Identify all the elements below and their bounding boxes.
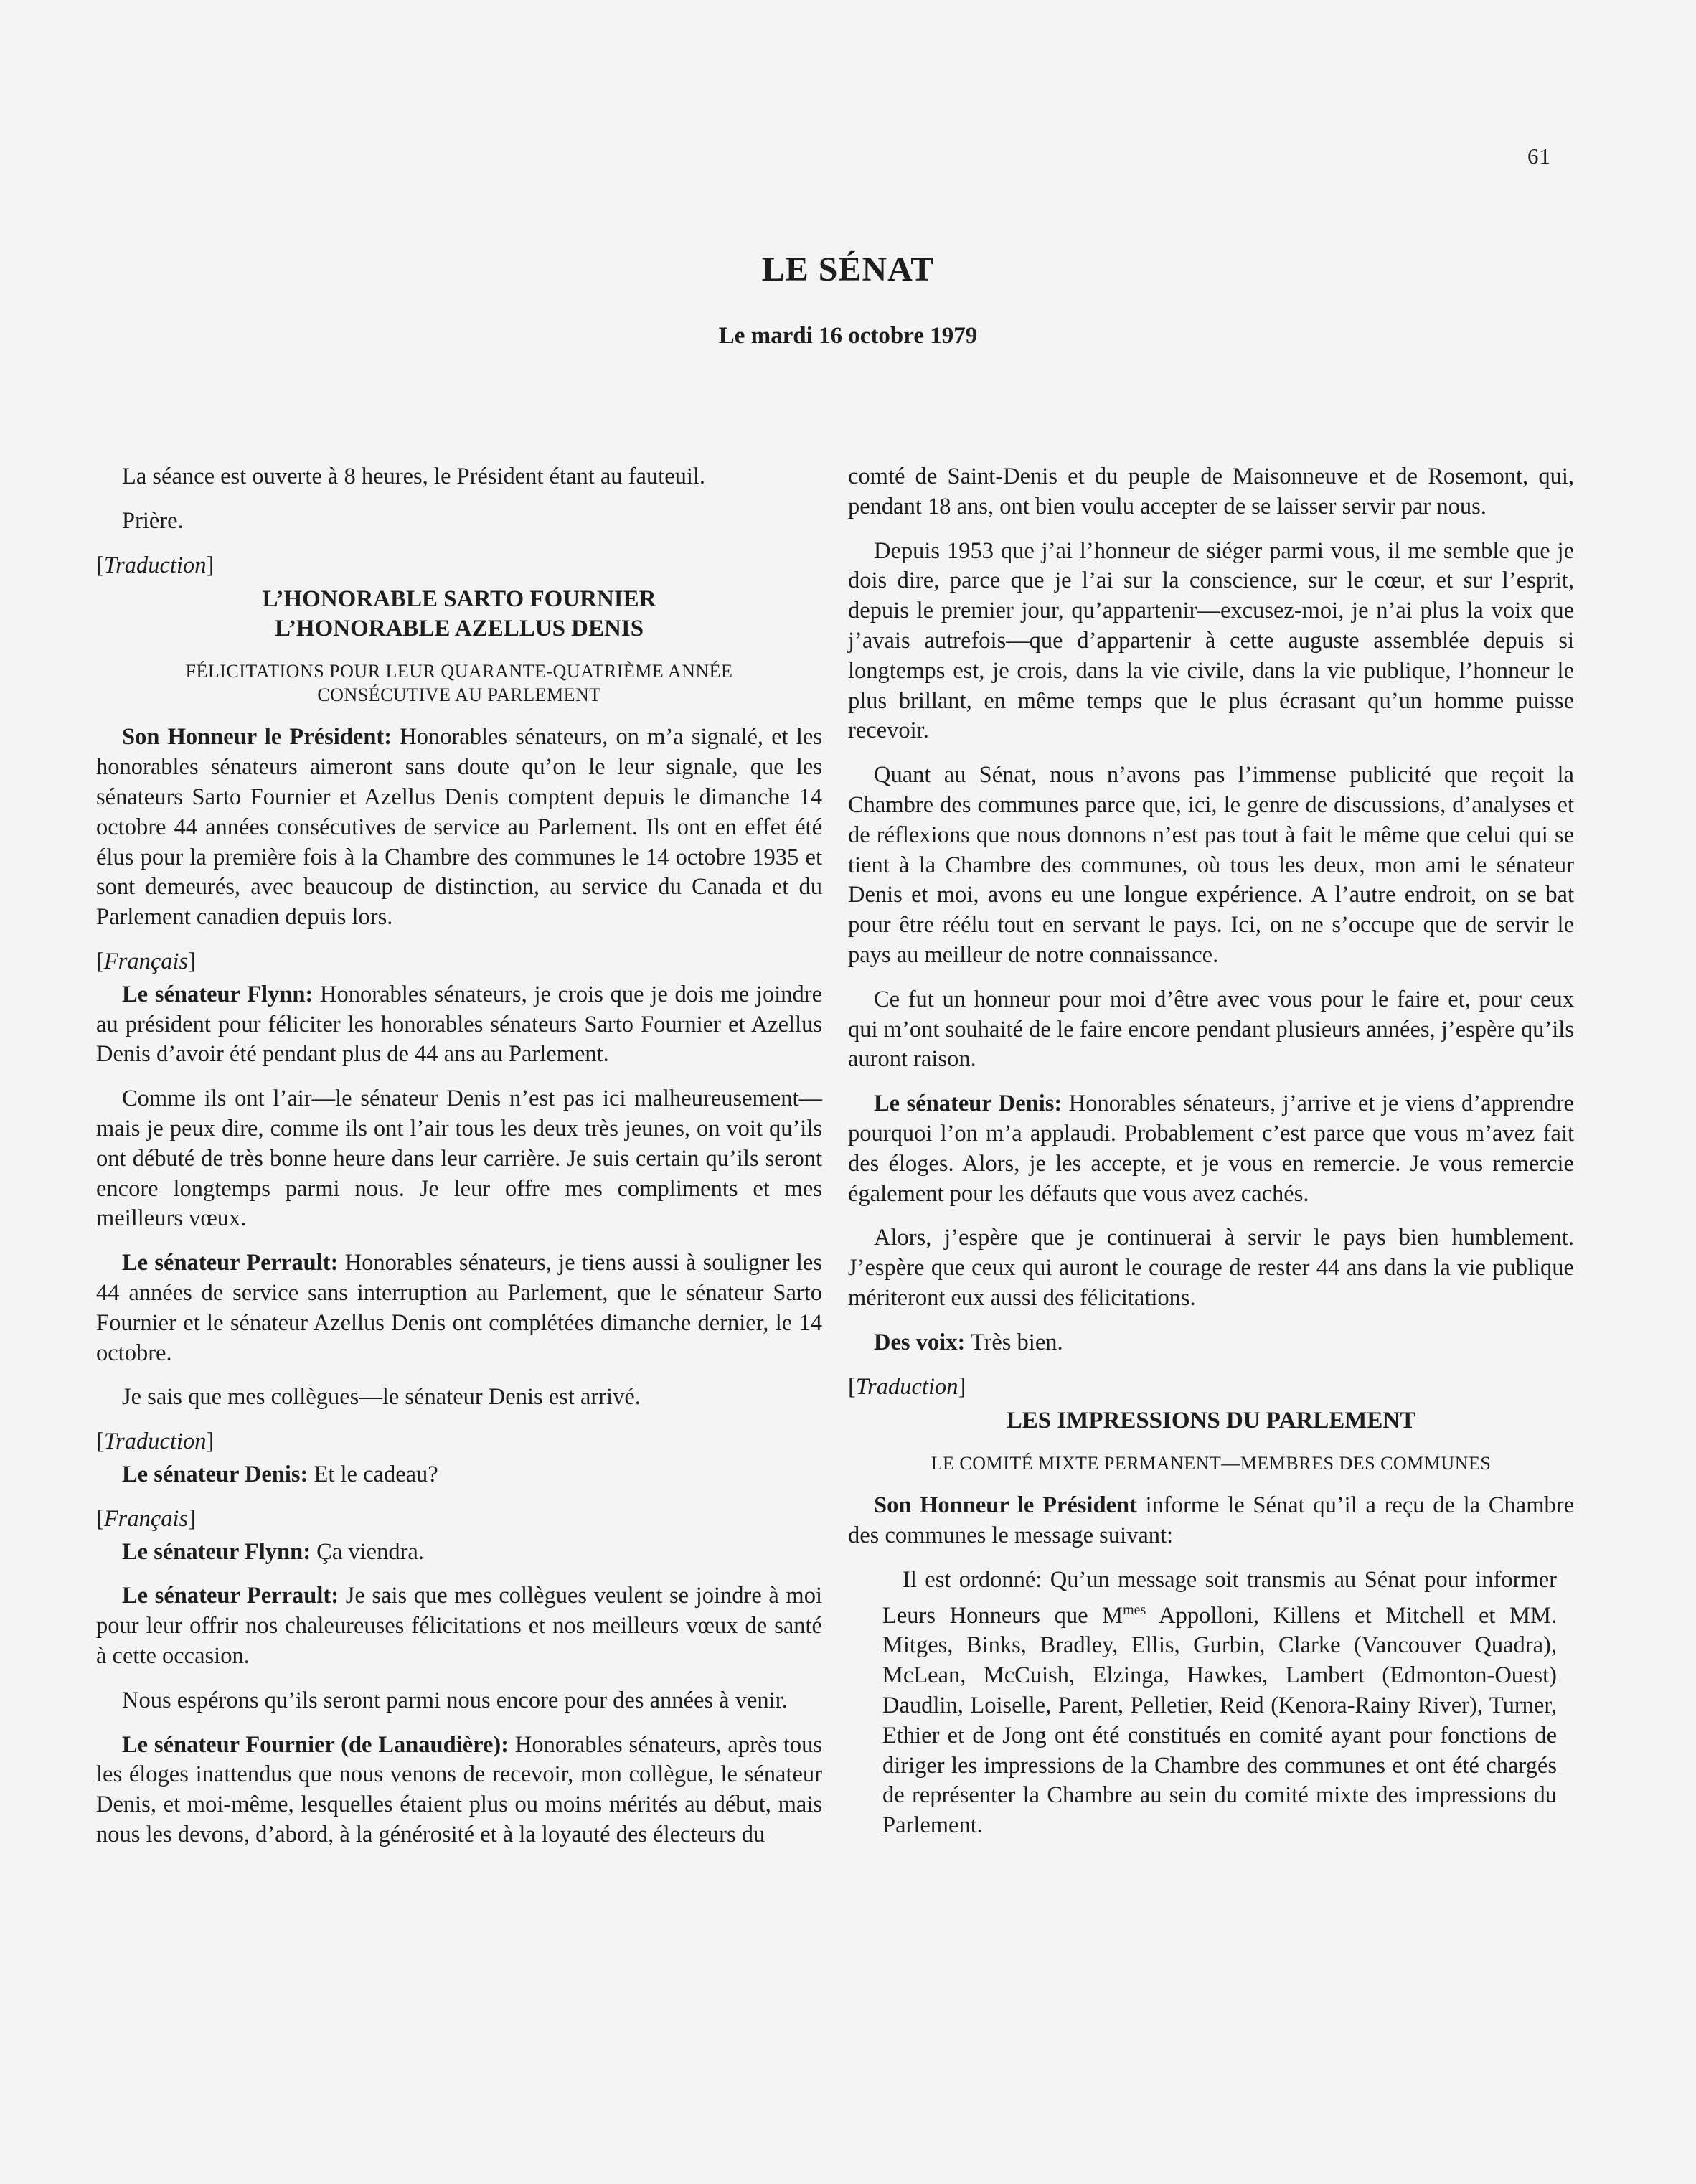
paragraph: La séance est ouverte à 8 heures, le Président étant au fauteuil. [122, 463, 706, 489]
paragraph: Nous espérons qu’ils seront parmi nous encore pour des années à venir. [122, 1687, 788, 1713]
speech: Son Honneur le Président: Honorables sénateurs, on m’a signalé, et les honorables sénateurs aimeront sans doute qu’on le leur signale, que les sénateurs Sarto Fournier et Azellus Denis comptent depuis le dimanche 14 octobre 44 années consécutives de service au Parlement. Ils ont en effet été élus pour la première fois à la Chambre des communes le 14 octobre 1935 et sont demeurés, avec beaucoup de distinction, au service du Canada et du Parlement canadien depuis lors. [96, 724, 822, 931]
language-tag: [Traduction] [96, 552, 215, 578]
paragraph: Comme ils ont l’air—le sénateur Denis n’est pas ici malheureusement—mais je peux dire, comme ils ont l’air tous les deux très jeunes, on voit qu’ils ont débuté de très bonne heure dans leur carrière. Je suis certain qu’ils seront encore longtemps parmi nous. Je leur offre mes compliments et mes meilleurs vœux. [96, 1086, 822, 1232]
paragraph: Prière. [122, 507, 184, 534]
speaker-name: Le sénateur Perrault: [122, 1250, 339, 1276]
section-subheading: LE COMITÉ MIXTE PERMANENT—MEMBRES DES COMMUNES [931, 1453, 1492, 1474]
speech: Le sénateur Flynn: Ça viendra. [122, 1538, 424, 1565]
speaker-name: Le sénateur Fournier (de Lanaudière): [122, 1731, 509, 1758]
left-column [96, 462, 822, 1865]
sitting-date: Le mardi 16 octobre 1979 [718, 323, 978, 349]
speaker-name: Des voix: [874, 1329, 966, 1355]
right-column [848, 462, 1574, 1841]
speaker-name: Le sénateur Denis: [874, 1091, 1063, 1117]
section-subheading: FÉLICITATIONS POUR LEUR QUARANTE-QUATRIÈME ANNÉE CONSÉCUTIVE AU PARLEMENT [185, 661, 733, 706]
section-heading: LES IMPRESSIONS DU PARLEMENT [1006, 1408, 1416, 1434]
paragraph: Je sais que mes collègues—le sénateur Denis est arrivé. [122, 1384, 641, 1411]
paragraph: comté de Saint-Denis et du peuple de Maisonneuve et de Rosemont, qui, pendant 18 ans, ont bien voulu accepter de se laisser servir par nous. [848, 463, 1574, 519]
speech: Le sénateur Fournier (de Lanaudière): Honorables sénateurs, après tous les éloges inattendus que nous venons de recevoir, mon collègue, le sénateur Denis, et moi-même, lesquelles étaient plus ou moins mérités au début, mais nous les devons, d’abord, à la générosité et à la loyauté des électeurs du [96, 1731, 822, 1848]
speech: Le sénateur Flynn: Honorables sénateurs, je crois que je dois me joindre au président pour féliciter les honorables sénateurs Sarto Fournier et Azellus Denis d’avoir été pendant plus de 44 ans au Parlement. [96, 981, 822, 1068]
speech: Le sénateur Denis: Honorables sénateurs, j’arrive et je viens d’apprendre pourquoi l’on m’a applaudi. Probablement c’est parce que vous m’avez fait des éloges. Alors, je les accepte, et je vous en remercie. Je vous remercie également pour les défauts que vous avez cachés. [848, 1091, 1574, 1207]
speech: Le sénateur Perrault: Honorables sénateurs, je tiens aussi à souligner les 44 années de service sans interruption au Parlement, que le sénateur Sarto Fournier et le sénateur Azellus Denis ont complétées dimanche dernier, le 14 octobre. [96, 1250, 823, 1366]
page-title: LE SÉNAT [761, 250, 935, 288]
paragraph: Quant au Sénat, nous n’avons pas l’immense publicité que reçoit la Chambre des communes parce que, ici, le genre de discussions, d’analyses et de réflexions que nous donnons n’est pas tout à fait le même que celui qui se tient à la Chambre des communes, où tous les deux, mon ami le sénateur Denis et moi, avons eu une longue expérience. A l’autre endroit, on se bat pour être réélu tout en servant le pays. Ici, on ne s’occupe que de servir le pays au meilleur de notre connaissance. [848, 762, 1574, 968]
speaker-name: Le sénateur Perrault: [122, 1583, 339, 1609]
language-tag: [Traduction] [96, 1428, 215, 1455]
speech: Des voix: Très bien. [874, 1329, 1063, 1355]
language-tag: [Traduction] [848, 1373, 966, 1400]
speaker-name: Le sénateur Flynn: [122, 981, 314, 1007]
speaker-name: Le sénateur Flynn: [122, 1538, 311, 1565]
page-number: 61 [1527, 143, 1551, 169]
paragraph: Depuis 1953 que j’ai l’honneur de siéger parmi vous, il me semble que je dois dire, parce que je l’ai sur la conscience, sur le cœur, et sur l’esprit, depuis le premier jour, qu’appartenir—excusez-moi, je n’ai plus la voix que j’avais autrefois—que d’appartenir à cette auguste assemblée depuis si longtemps est, je crois, dans la vie civile, dans la vie publique, l’honneur le plus brillant, en même temps que le plus écrasant qu’un homme puisse recevoir. [848, 537, 1574, 744]
paragraph: Alors, j’espère que je continuerai à servir le pays bien humblement. J’espère que ceux qui auront le courage de rester 44 ans dans la vie publique mériteront eux aussi des félicitations. [848, 1225, 1574, 1311]
paragraph: Ce fut un honneur pour moi d’être avec vous pour le faire et, pour ceux qui m’ont souhaité de le faire encore pendant plusieurs années, j’espère qu’ils auront raison. [848, 986, 1574, 1073]
speaker-name: Le sénateur Denis: [122, 1461, 308, 1487]
language-tag: [Français] [96, 948, 197, 974]
speech: Son Honneur le Président informe le Sénat qu’il a reçu de la Chambre des communes le message suivant: [848, 1492, 1574, 1549]
section-heading: L’HONORABLE SARTO FOURNIER L’HONORABLE AZELLUS DENIS [262, 586, 656, 642]
language-tag: [Français] [96, 1505, 197, 1532]
speech: Le sénateur Denis: Et le cadeau? [122, 1461, 438, 1487]
speech: Le sénateur Perrault: Je sais que mes collègues veulent se joindre à moi pour leur offrir nos chaleureuses félicitations et nos meilleurs vœux de santé à cette occasion. [96, 1583, 822, 1669]
speaker-name: Son Honneur le Président [874, 1492, 1137, 1519]
speaker-name: Son Honneur le Président: [122, 724, 392, 750]
quoted-message: Il est ordonné: Qu’un message soit transmis au Sénat pour informer Leurs Honneurs que $M^{mes}$ Appolloni, Killens et Mitchell et MM. Mitges, Binks, Bradley, Ellis, Gurbin, Clarke (Vancouver Quadra), McLean, McCuish, Elzinga, Hawkes, Lambert (Edmonton-Ouest) Daudlin, Loiselle, Parent, Pelletier, Reid (Kenora-Rainy River), Turner, Ethier et de Jong ont été constitués en comité ayant pour fonctions de diriger les impressions de la Chambre des communes et ont été chargés de représenter la Chambre au sein du comité mixte des impressions du Parlement. [882, 1566, 1557, 1839]
